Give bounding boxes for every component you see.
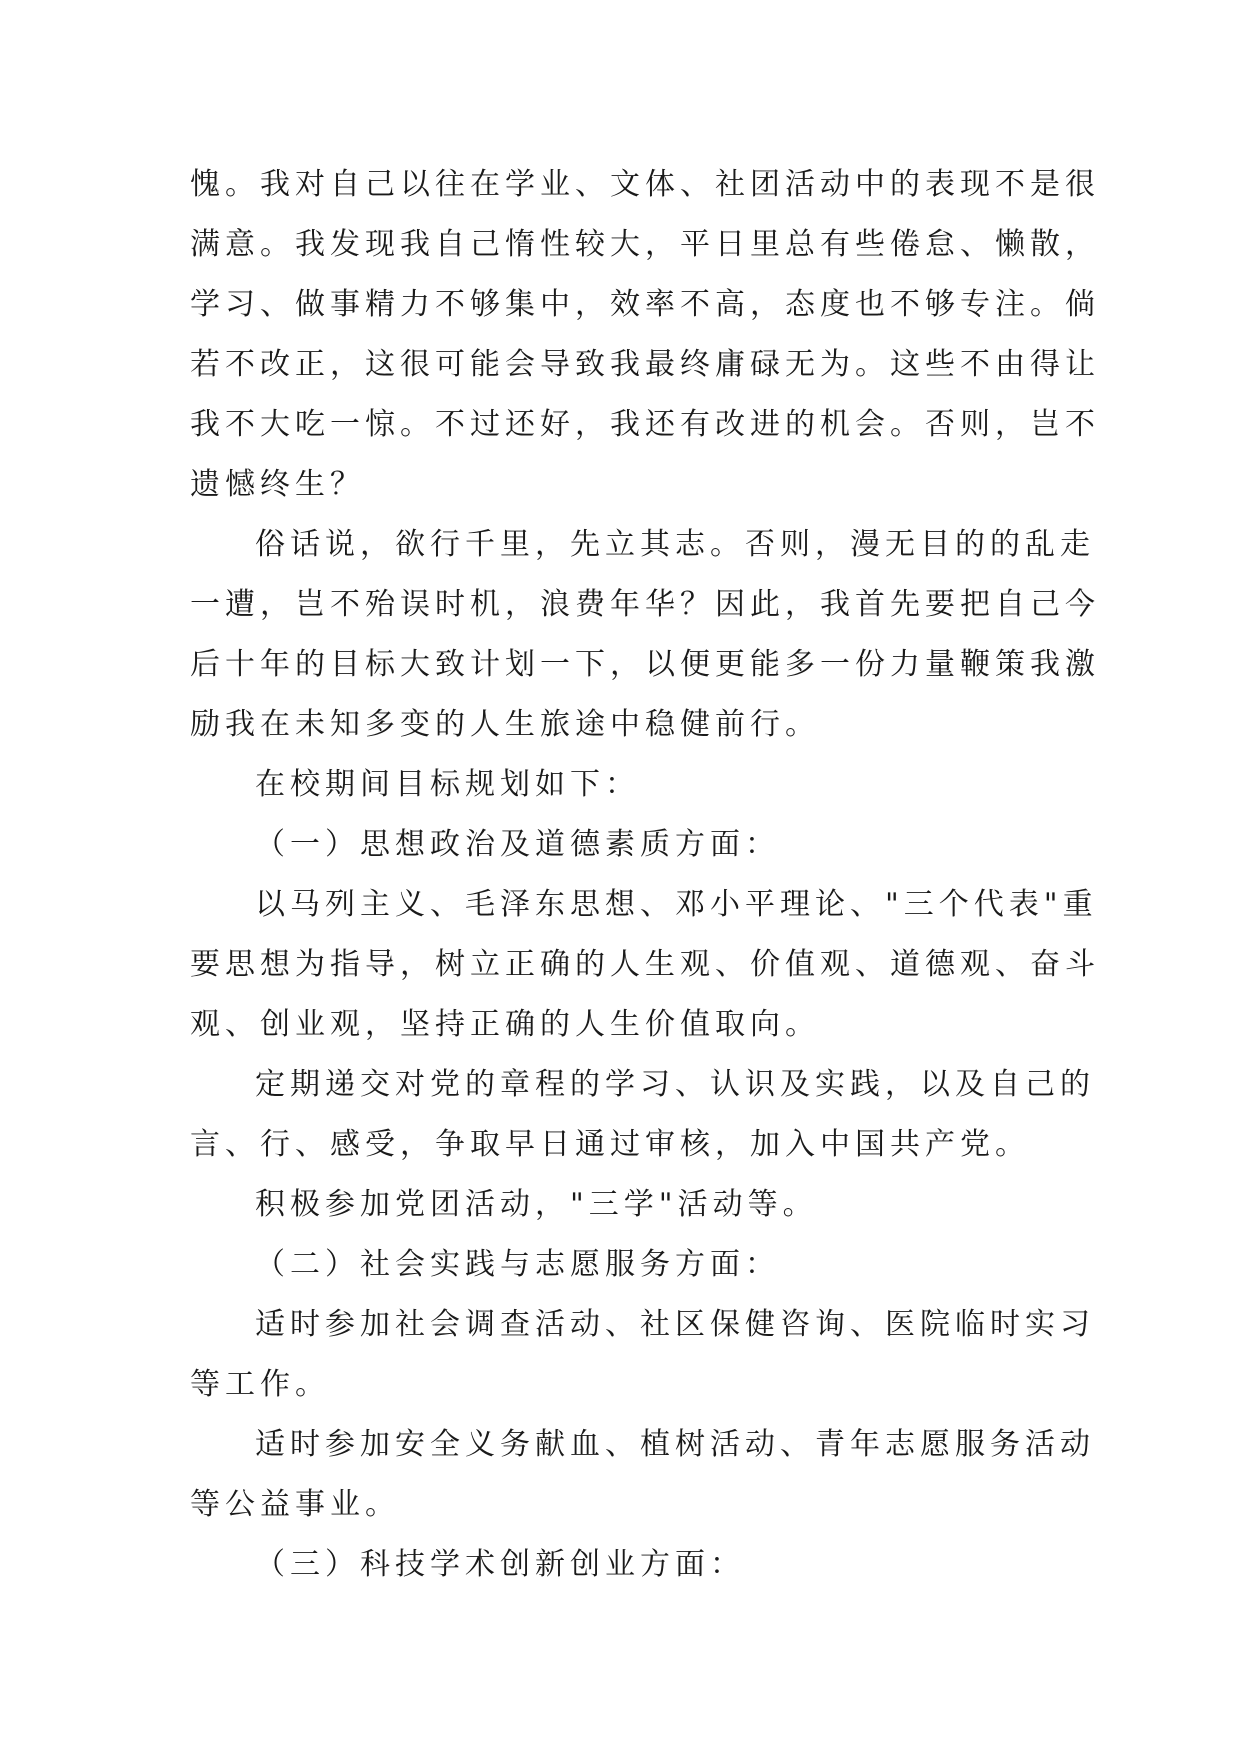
section-heading: （二）社会实践与志愿服务方面： — [255, 1247, 780, 1282]
text-line: 满意。我发现我自己惰性较大，平日里总有些倦怠、懒散， — [190, 227, 1100, 262]
text-line: 愧。我对自己以往在学业、文体、社团活动中的表现不是很 — [190, 167, 1100, 202]
paragraph-start-line: 以马列主义、毛泽东思想、邓小平理论、"三个代表"重 — [255, 887, 1098, 922]
paragraph-start-line: 适时参加安全义务献血、植树活动、青年志愿服务活动 — [255, 1427, 1095, 1462]
text-line: 我不大吃一惊。不过还好，我还有改进的机会。否则，岂不 — [190, 407, 1100, 442]
paragraph-start-line: 在校期间目标规划如下： — [255, 767, 640, 802]
text-line: 学习、做事精力不够集中，效率不高，态度也不够专注。倘 — [190, 287, 1100, 322]
section-heading: （三）科技学术创新创业方面： — [255, 1547, 745, 1582]
text-line: 等工作。 — [190, 1367, 330, 1402]
text-line: 遗憾终生？ — [190, 467, 365, 502]
paragraph-start-line: 积极参加党团活动，"三学"活动等。 — [255, 1187, 818, 1222]
text-line: 言、行、感受，争取早日通过审核，加入中国共产党。 — [190, 1127, 1030, 1162]
text-line: 等公益事业。 — [190, 1487, 400, 1522]
text-line: 观、创业观，坚持正确的人生价值取向。 — [190, 1007, 820, 1042]
text-line: 励我在未知多变的人生旅途中稳健前行。 — [190, 707, 820, 742]
text-line: 一遭，岂不殆误时机，浪费年华？因此，我首先要把自己今 — [190, 587, 1100, 622]
paragraph-start-line: 俗话说，欲行千里，先立其志。否则，漫无目的的乱走 — [255, 527, 1095, 562]
text-line: 若不改正，这很可能会导致我最终庸碌无为。这些不由得让 — [190, 347, 1100, 382]
section-heading: （一）思想政治及道德素质方面： — [255, 827, 780, 862]
paragraph-start-line: 定期递交对党的章程的学习、认识及实践，以及自己的 — [255, 1067, 1095, 1102]
paragraph-start-line: 适时参加社会调查活动、社区保健咨询、医院临时实习 — [255, 1307, 1095, 1342]
document-body — [190, 155, 1100, 1595]
text-line: 要思想为指导，树立正确的人生观、价值观、道德观、奋斗 — [190, 947, 1100, 982]
text-line: 后十年的目标大致计划一下，以便更能多一份力量鞭策我激 — [190, 647, 1100, 682]
